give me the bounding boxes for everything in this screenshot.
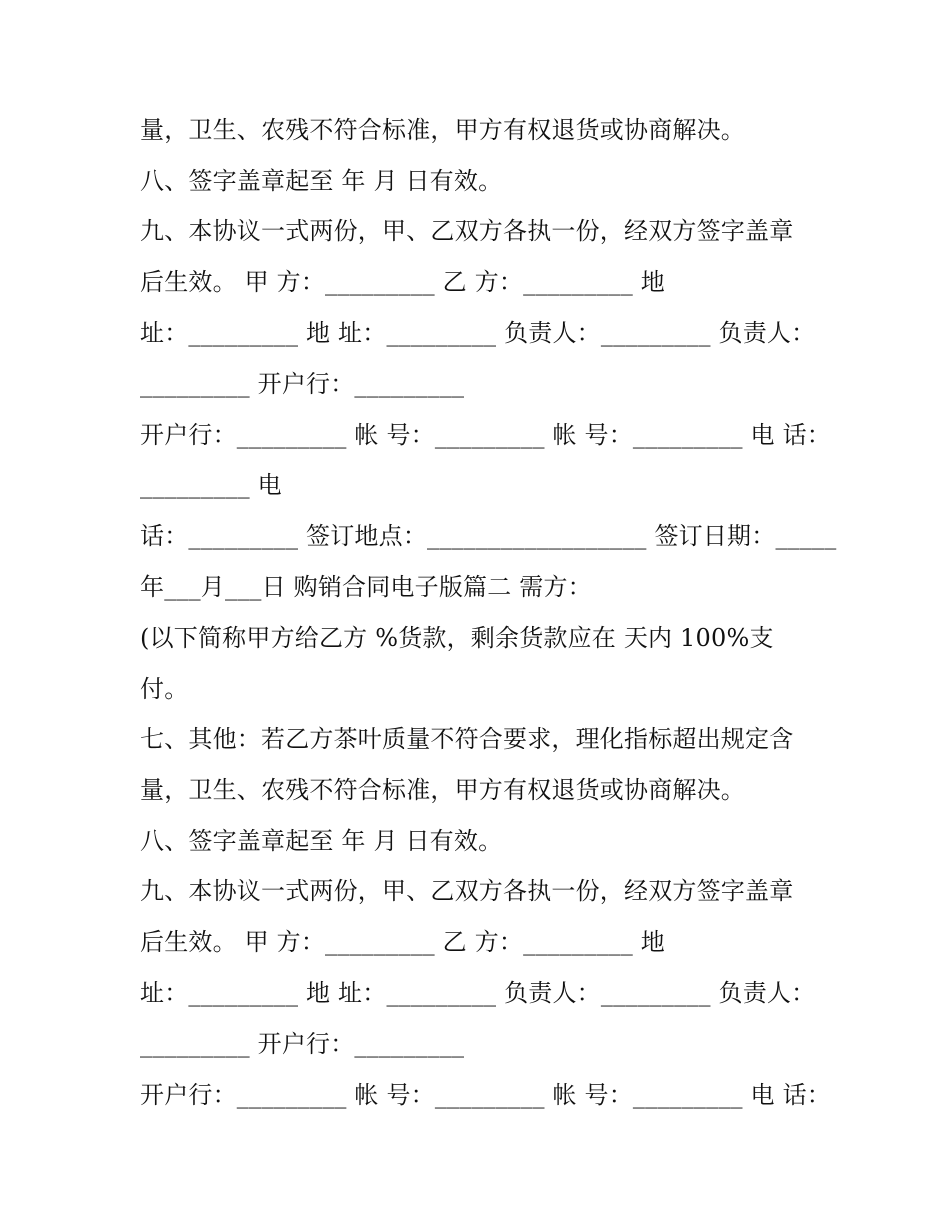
text-line: 址：_________ 地 址：_________ 负责人：_________ 负责人： — [140, 979, 816, 1007]
text-line: 七、其他：若乙方茶叶质量不符合要求，理化指标超出规定含 — [140, 725, 794, 753]
text-line: 量，卫生、农残不符合标准，甲方有权退货或协商解决。 — [140, 116, 745, 144]
text-line: 九、本协议一式两份，甲、乙双方各执一份，经双方签字盖章 — [140, 217, 794, 245]
text-line: 开户行：_________ 帐 号：_________ 帐 号：_________ 电 话： — [140, 1081, 831, 1109]
text-line: 量，卫生、农残不符合标准，甲方有权退货或协商解决。 — [140, 776, 745, 804]
text-line: 址：_________ 地 址：_________ 负责人：_________ 负责人： — [140, 319, 816, 347]
text-line: (以下简称甲方给乙方 %货款，剩余货款应在 天内 100%支 — [140, 624, 774, 652]
text-line: _________ 电 — [140, 471, 282, 499]
text-line: 后生效。 甲 方：_________ 乙 方：_________ 地 — [140, 268, 665, 296]
text-line: 八、签字盖章起至 年 月 日有效。 — [140, 167, 503, 195]
text-line: 八、签字盖章起至 年 月 日有效。 — [140, 827, 503, 855]
text-line: _________ 开户行：_________ — [140, 1030, 465, 1058]
text-line: _________ 开户行：_________ — [140, 370, 465, 398]
text-line: 付。 — [140, 675, 189, 703]
text-line: 开户行：_________ 帐 号：_________ 帐 号：_________ 电 话： — [140, 421, 831, 449]
text-line: 后生效。 甲 方：_________ 乙 方：_________ 地 — [140, 928, 665, 956]
text-line: 九、本协议一式两份，甲、乙双方各执一份，经双方签字盖章 — [140, 877, 794, 905]
text-line: 年___月___日 购销合同电子版篇二 需方： — [140, 573, 592, 601]
text-line: 话：_________ 签订地点：__________________ 签订日期：_____ — [140, 522, 837, 550]
